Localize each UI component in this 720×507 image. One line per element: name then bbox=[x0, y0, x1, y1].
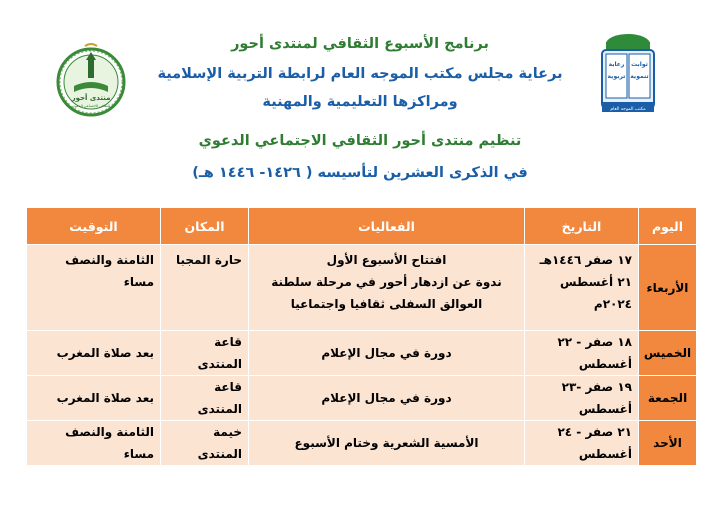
right-logo-caption: مكتب الموجه العام bbox=[610, 107, 646, 112]
sponsor-line-2: ومراكزها التعليمية والمهنية bbox=[262, 94, 458, 110]
table-row bbox=[27, 245, 697, 331]
row-day: الخميس bbox=[639, 331, 697, 376]
left-logo-text: منتدى أحور bbox=[71, 94, 111, 102]
table-row bbox=[27, 376, 697, 421]
row-time: بعد صلاة المغرب bbox=[27, 331, 161, 376]
right-logo-text-3: ثوابت bbox=[631, 61, 648, 68]
schedule-table bbox=[26, 207, 697, 466]
row-date bbox=[525, 245, 639, 331]
row-day: الأربعاء bbox=[639, 245, 697, 331]
header-time: التوقيت bbox=[27, 208, 161, 245]
row-date: ١٨ صفر - ٢٢ أغسطس bbox=[525, 331, 639, 376]
header-date: التاريخ bbox=[525, 208, 639, 245]
right-logo-text-1: رعاية bbox=[608, 61, 625, 68]
right-logo-text-2: تربوية bbox=[607, 73, 626, 80]
row-date-hijri: ١٧ صفر ١٤٤٦هـ bbox=[539, 253, 632, 267]
forum-emblem-logo bbox=[55, 40, 127, 118]
right-logo-text-4: تنموية bbox=[630, 73, 649, 80]
anniversary-line: في الذكرى العشرين لتأسيسه ( ١٤٢٦- ١٤٤٦ هـ) bbox=[192, 165, 528, 181]
organizer-line: تنظيم منتدى أحور الثقافي الاجتماعي الدعوي bbox=[198, 133, 522, 149]
document-header bbox=[0, 0, 720, 200]
row-time: الثامنة والنصف مساء bbox=[27, 421, 161, 466]
row-time: الثامنة والنصف مساء bbox=[27, 245, 161, 331]
sponsor-line: برعاية مجلس مكتب الموجه العام لرابطة التربية الإسلامية bbox=[157, 66, 563, 82]
row-date: ٢١ صفر - ٢٤ أغسطس bbox=[525, 421, 639, 466]
row-day: الجمعة bbox=[639, 376, 697, 421]
row-date-gregorian: ٢١ أغسطس ٢٠٢٤م bbox=[559, 275, 632, 311]
education-league-logo bbox=[592, 30, 664, 118]
row-activities bbox=[249, 245, 525, 331]
header-activities: الفعاليات bbox=[249, 208, 525, 245]
table-row bbox=[27, 331, 697, 376]
table-row bbox=[27, 421, 697, 466]
row-day: الأحد bbox=[639, 421, 697, 466]
row-place: قاعة المنتدى bbox=[161, 376, 249, 421]
row-date: ١٩ صفر -٢٣ أغسطس bbox=[525, 376, 639, 421]
row-activity-2: ندوة عن ازدهار أحور في مرحلة سلطنة bbox=[271, 275, 502, 289]
header-place: المكان bbox=[161, 208, 249, 245]
program-title: برنامج الأسبوع الثقافي لمنتدى أحور bbox=[231, 36, 489, 52]
row-place: قاعة المنتدى bbox=[161, 331, 249, 376]
row-activity-1: افتتاح الأسبوع الأول bbox=[326, 253, 447, 267]
row-activity-3: العوالق السفلى ثقافيا واجتماعيا bbox=[290, 297, 483, 311]
table-header-row bbox=[27, 208, 697, 245]
left-logo-subtext: الثقافي الاجتماعي الدعوي bbox=[72, 104, 110, 108]
header-day: اليوم bbox=[639, 208, 697, 245]
row-activities: دورة في مجال الإعلام bbox=[249, 376, 525, 421]
row-activities: الأمسية الشعرية وختام الأسبوع bbox=[249, 421, 525, 466]
row-activities: دورة في مجال الإعلام bbox=[249, 331, 525, 376]
row-time: بعد صلاة المغرب bbox=[27, 376, 161, 421]
row-place: حارة المجبا bbox=[161, 245, 249, 331]
row-place: خيمة المنتدى bbox=[161, 421, 249, 466]
